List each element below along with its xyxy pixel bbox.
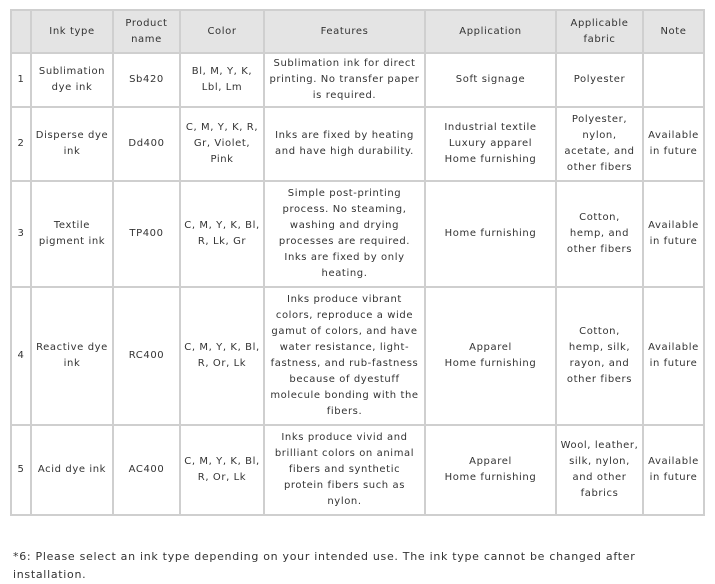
application-line: Apparel (469, 456, 512, 467)
header-row (11, 10, 704, 53)
cell-applicable-fabric: Cotton, hemp, silk, rayon, and other fibers (556, 287, 643, 425)
cell-applicable-fabric: Cotton, hemp, and other fibers (556, 181, 643, 287)
application-line: Industrial textile (444, 122, 537, 133)
cell-note: Available in future (643, 181, 704, 287)
cell-product-name: Sb420 (113, 53, 180, 107)
cell-applicable-fabric: Wool, leather, silk, nylon, and other fabrics (556, 425, 643, 515)
row-number: 3 (11, 181, 31, 287)
cell-note: Available in future (643, 287, 704, 425)
cell-note: Available in future (643, 107, 704, 181)
table-body (11, 53, 704, 515)
cell-applicable-fabric: Polyester, nylon, acetate, and other fibers (556, 107, 643, 181)
application-line: Home furnishing (444, 154, 537, 165)
cell-note (643, 53, 704, 107)
row-number: 4 (11, 287, 31, 425)
row-number: 2 (11, 107, 31, 181)
row-number: 1 (11, 53, 31, 107)
table-row (11, 181, 704, 287)
application-line: Home furnishing (444, 472, 537, 483)
cell-features: Sublimation ink for direct printing. No transfer paper is required. (264, 53, 425, 107)
cell-features: Inks produce vivid and brilliant colors on animal fibers and synthetic protein fibers such as nylon. (264, 425, 425, 515)
cell-ink-type: Sublimation dye ink (31, 53, 113, 107)
cell-ink-type: Acid dye ink (31, 425, 113, 515)
header-color: Color (180, 10, 264, 53)
cell-color: C, M, Y, K, Bl, R, Lk, Gr (180, 181, 264, 287)
cell-application (425, 181, 556, 287)
header-features: Features (264, 10, 425, 53)
cell-application (425, 425, 556, 515)
header-applicable-fabric: Applicable fabric (556, 10, 643, 53)
cell-features: Simple post-printing process. No steaming, washing and drying processes are required. Inks are fixed by only heating. (264, 181, 425, 287)
cell-color: Bl, M, Y, K, Lbl, Lm (180, 53, 264, 107)
table-row (11, 425, 704, 515)
application-line: Luxury apparel (448, 138, 533, 149)
table-row (11, 287, 704, 425)
table-row (11, 53, 704, 107)
application-line: Apparel (469, 342, 512, 353)
ink-type-table (10, 9, 705, 516)
cell-product-name: Dd400 (113, 107, 180, 181)
cell-product-name: TP400 (113, 181, 180, 287)
header-note: Note (643, 10, 704, 53)
cell-product-name: RC400 (113, 287, 180, 425)
table-row (11, 107, 704, 181)
cell-features: Inks produce vibrant colors, reproduce a wide gamut of colors, and have water resistance, light-fastness, and rub-fastness because of dyestuff molecule bonding with the fibers. (264, 287, 425, 425)
cell-application (425, 107, 556, 181)
cell-note: Available in future (643, 425, 704, 515)
row-number: 5 (11, 425, 31, 515)
application-line: Home furnishing (444, 358, 537, 369)
cell-color: C, M, Y, K, Bl, R, Or, Lk (180, 425, 264, 515)
cell-color: C, M, Y, K, Bl, R, Or, Lk (180, 287, 264, 425)
header-num (11, 10, 31, 53)
header-product-name: Product name (113, 10, 180, 53)
header-ink-type: Ink type (31, 10, 113, 53)
cell-features: Inks are fixed by heating and have high durability. (264, 107, 425, 181)
footnote: *6: Please select an ink type depending on your intended use. The ink type cannot be changed after installation. (13, 550, 636, 581)
application-line: Soft signage (455, 74, 526, 85)
cell-ink-type: Disperse dye ink (31, 107, 113, 181)
cell-application (425, 287, 556, 425)
cell-applicable-fabric: Polyester (556, 53, 643, 107)
header-application: Application (425, 10, 556, 53)
cell-product-name: AC400 (113, 425, 180, 515)
table-header (11, 10, 704, 53)
application-line: Home furnishing (444, 228, 537, 239)
cell-ink-type: Textile pigment ink (31, 181, 113, 287)
cell-application (425, 53, 556, 107)
cell-color: C, M, Y, K, R, Gr, Violet, Pink (180, 107, 264, 181)
cell-ink-type: Reactive dye ink (31, 287, 113, 425)
